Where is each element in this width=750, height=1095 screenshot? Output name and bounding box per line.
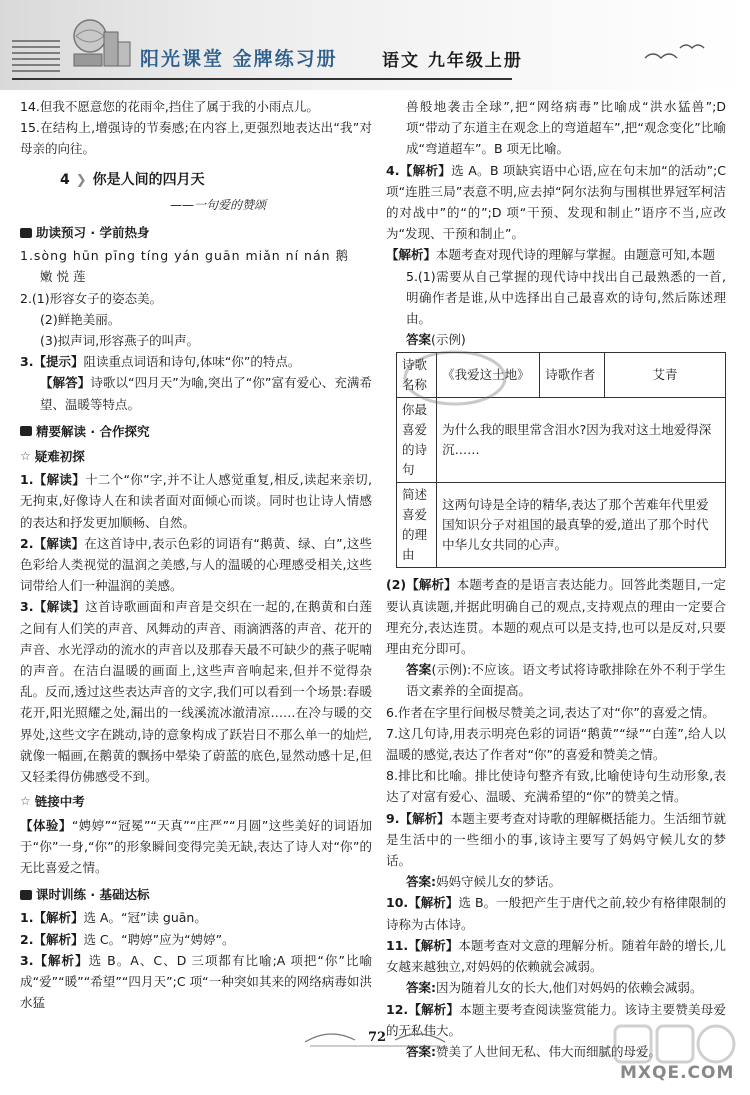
answer-7: 7.这几句诗,用表示明亮色彩的词语“鹅黄”“绿”“白莲”,给人以温暖的感觉,表达了作者对“你”的喜爱和赞美之情。 [386, 725, 726, 763]
section-training: 课时训练 · 基础达标 [20, 884, 372, 905]
book-icon [20, 890, 32, 900]
sun-globe-logo-icon [68, 14, 138, 74]
answer-5-label: 答案(示例) [406, 332, 466, 348]
section-reading: 精要解读 · 合作探究 [20, 421, 372, 442]
book-icon [20, 228, 32, 238]
answer-8: 8.排比和比喻。排比使诗句整齐有致,比喻使诗句生动形象,表达了对富有爱心、温暖、充满希望的“你”的赞美之情。 [386, 768, 726, 805]
sub-difficult: ☆ 疑难初探 [20, 446, 372, 467]
section-preview: 助读预习 · 学前热身 [20, 222, 372, 243]
answer-10: 10.【解析】选 B。一般把产生于唐代之前,较少有格律限制的诗称为古体诗。 [386, 895, 726, 932]
cell-favorite-label: 你最喜爱的诗句 [397, 398, 437, 483]
lesson-heading [60, 170, 372, 191]
cell-favorite-lines: 为什么我的眼里常含泪水?因为我对这土地爱得深沉…… [437, 398, 726, 483]
subject-grade: 语文 九年级上册 [382, 51, 523, 71]
q2-2: (2)鲜艳美丽。 [40, 311, 121, 327]
item-15: 15.在结构上,增强诗的节奏感;在内容上,更强烈地表达出“我”对母亲的向往。 [20, 120, 372, 157]
answer-4: 4.【解析】选 A。B 项缺宾语中心语,应在句末加“的活动”;C 项“连胜三局”表意不明,应去掉“阿尔法狗与围棋世界冠军柯洁的对战中”的“的”;D 项“干预、发现和制止”语序不当,应改为“发现、干预和制止”。 [386, 162, 726, 242]
reading-2: 2.【解读】在这首诗中,表示色彩的词语有“鹅黄、绿、白”,这些色彩给人类视觉的温润之美感,与人的温暖的心理感受相关,这些词带给人们一种温润的美感。 [20, 535, 372, 594]
cell-reason-label: 简述喜爱的理由 [397, 483, 437, 568]
cell-author-label: 诗歌作者 [540, 353, 605, 398]
answer-5-2: (2)【解析】本题考查的是语言表达能力。回答此类题目,一定要认真读题,并据此明确自己的观点,支持观点的理由一定要合理充分,表达连贯。本题的观点可以是支持,也可以是反对,只要理由充分即可。 [386, 577, 726, 657]
q3-hint: 3.【提示】阻读重点词语和诗句,体味“你”的特点。 [20, 354, 301, 370]
q1-pinyin: 1.sòng hūn pīng tíng yán guān miǎn ní nán 鹅 [20, 248, 350, 264]
star-icon: ☆ [20, 449, 31, 464]
header-stripes [12, 40, 60, 76]
training-2: 2.【解析】选 C。“聘婷”应为“娉婷”。 [20, 931, 235, 947]
cell-poem-name: 《我爱这土地》 [437, 353, 540, 398]
page-header [0, 0, 750, 90]
answer-6: 6.作者在字里行间极尽赞美之词,表达了对“你”的喜爱之情。 [386, 704, 715, 720]
answer-11: 11.【解析】本题考查对文意的理解分析。随着年龄的增长,儿女越来越独立,对妈妈的依赖就会减弱。 [386, 937, 726, 975]
q1-words: 嫩 悦 莲 [40, 269, 86, 285]
header-underline [12, 78, 512, 80]
answer-5-1: 【解析】本题考查对现代诗的理解与掌握。由题意可知,本题 [386, 247, 715, 263]
answer-9: 9.【解析】本题主要考查对诗歌的理解概括能力。生活细节就是生活中的一些细小的事,该诗主要写了妈妈守候儿女的梦话。 [386, 810, 726, 869]
lesson-title: 你是人间的四月天 [92, 171, 205, 188]
answer-9-answer: 答案:妈妈守候儿女的梦话。 [406, 874, 562, 890]
q2-3: (3)拟声词,形容燕子的叫声。 [40, 333, 200, 349]
answer-5-1-body: 5.(1)需要从自己掌握的现代诗中找出自己最熟悉的一首,明确作者是谁,从中选择出自己最喜欢的诗句,然后陈述理由。 [406, 268, 726, 327]
cell-author: 艾青 [605, 353, 726, 398]
left-column [20, 96, 372, 1013]
experience: 【体验】“娉婷”“冠冕”“天真”“庄严”“月圆”这些美好的词语加于“你”一身,“你”的形象瞬间变得完美无缺,表达了诗人对“你”的无比喜爱之情。 [20, 817, 372, 875]
reading-1: 1.【解读】十二个“你”字,并不让人感觉重复,相反,读起来亲切,无拘束,好像诗人在和读者面对面倾心而谈。同时也让诗人情感的表达和抒发更加顺畅、自然。 [20, 472, 372, 530]
answer-11-answer: 答案:因为随着儿女的长大,他们对妈妈的依赖会减弱。 [406, 980, 703, 996]
training-1: 1.【解析】选 A。“冠”读 guān。 [20, 910, 207, 926]
answer-12-answer: 答案:赞美了人世间无私、伟大而细腻的母爱。 [406, 1043, 662, 1059]
book-title: 阳光课堂 金牌练习册 [140, 48, 338, 70]
reading-3: 3.【解读】这首诗歌画面和声音是交织在一起的,在鹅黄和白莲之间有人们笑的声音、风舞动的声音、雨滴洒落的声音、花开的声音、水光浮动的流水的声音以及那春天最不可缺少的燕子呢喃的声音。在洁白温暖的画面上,这些声音响起来,但并不觉得杂乱。反而,透过这些表达声音的文字,我们可以看到一个场景:春暖花开,阳光照耀之处,漏出的一线溪流冰澈清凉……在冷与暖的交界处,这些文字在跳动,诗的意象构成了跃岩日不那么单一的灿烂,就像一幅画,在鹅黄的飘扬中晕染了蔚蓝的底色,显然动感十足,但又轻柔得仿佛感受不到。 [20, 599, 372, 785]
lesson-number: 4 [60, 171, 70, 188]
birds-icon [640, 38, 710, 68]
q3-answer: 【解答】诗歌以“四月天”为喻,突出了“你”富有爱心、充满希望、温暖等特点。 [40, 375, 372, 412]
training-3-cont: 兽般地袭击全球”,把“网络病毒”比喻成“洪水猛兽”;D 项“带动了东道主在观念上的弯道超车”,把“观念变化”比喻成“弯道超车”。B 项无比喻。 [406, 99, 726, 157]
star-icon: ☆ [20, 794, 31, 809]
answer-5-2-answer: 答案(示例):不应该。语文考试将诗歌排除在外不利于学生语文素养的全面提高。 [406, 662, 726, 699]
q2-1: 2.(1)形容女子的姿态美。 [20, 290, 163, 306]
right-column [386, 96, 726, 1062]
sub-exam-link: ☆ 链接中考 [20, 791, 372, 812]
chevron-right-icon: ❯ [75, 172, 87, 188]
book-icon [20, 426, 32, 436]
lesson-subtitle: ——一句爱的赞颂 [170, 197, 267, 212]
watermark-text: MXQE.COM [620, 1063, 735, 1083]
page-number: 72 [367, 1030, 387, 1045]
training-3: 3.【解析】选 B。A、C、D 三项都有比喻;A 项把“你”比喻成“爱”“暖”“希望”“四月天”;C 项“一种突如其来的网络病毒如洪水猛 [20, 952, 372, 1011]
faint-stamp-icon [400, 348, 510, 408]
answer-12: 12.【解析】本题主要考查阅读鉴赏能力。该诗主要赞美母爱的无私伟大。 [386, 1001, 726, 1038]
cell-reason: 这两句诗是全诗的精华,表达了那个苦难年代里爱国知识分子对祖国的最真挚的爱,道出了那个时代中华儿女共同的心声。 [437, 483, 726, 568]
cell-poem-name-label: 诗歌名称 [397, 353, 437, 398]
item-14: 14.但我不愿意您的花雨伞,挡住了属于我的小雨点儿。 [20, 99, 319, 114]
